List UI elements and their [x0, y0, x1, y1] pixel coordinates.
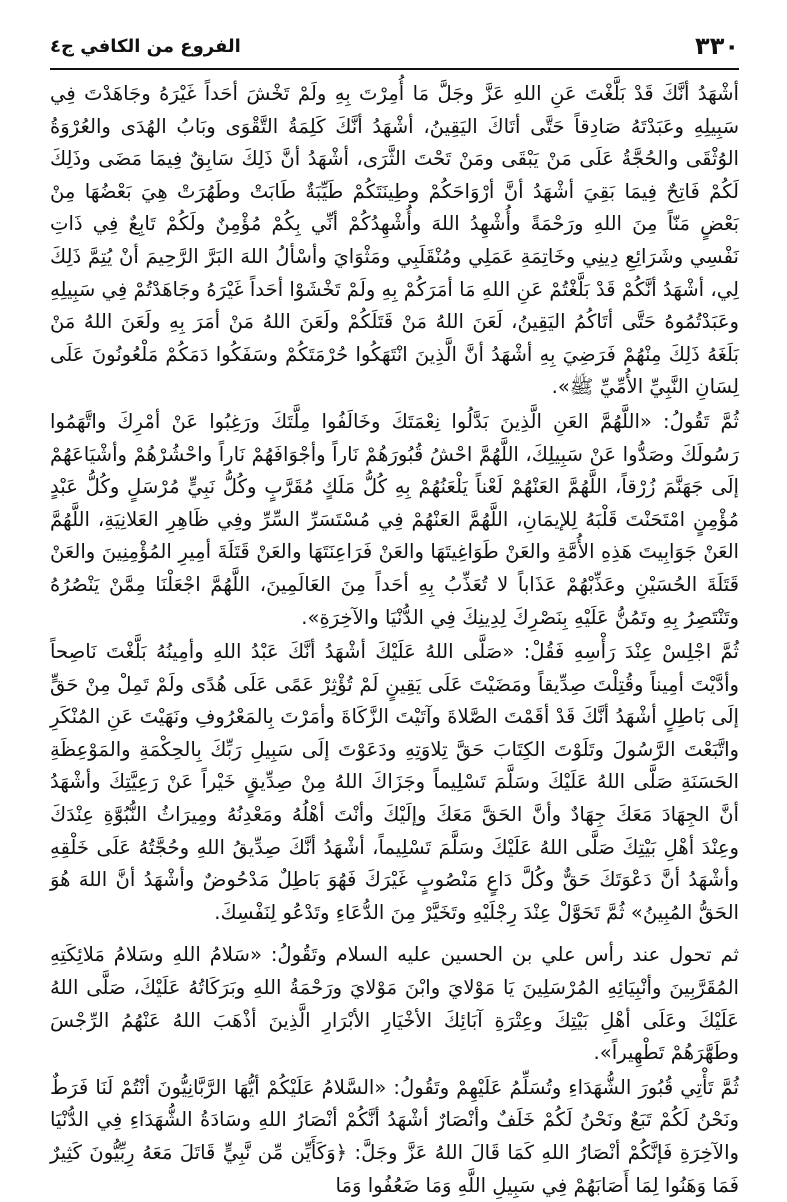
page-number: ٣٣٠ — [695, 32, 739, 60]
paragraph-2: ثُمَّ تَقُولُ: «اللَّهُمَّ العَنِ الَّذِينَ بَدَّلُوا نِعْمَتَكَ وخَالَفُوا مِلَّتَكَ ورَغِبُوا عَنْ أمْرِكَ واتَّهَمُوا رَسُولَكَ وصَدُّوا عَنْ سَبِيلِكَ، اللَّهُمَّ احْشُ قُبُورَهُمْ نَاراً وأجْوَافَهُمْ نَاراً واحْشُرْهُمْ وأشْيَاعَهُمْ إلَى جَهَنَّمَ زُرْقاً، اللَّهُمَّ العَنْهُمْ لَعْناً يَلْعَنُهُمْ بِهِ كُلُّ مَلَكٍ مُقَرَّبٍ وكُلُّ نَبِيٍّ مُرْسَلٍ وكُلُّ عَبْدٍ مُؤْمِنٍ امْتَحَنْتَ قَلْبَهُ لِلإيمَانِ، اللَّهُمَّ العَنْهُمْ فِي مُسْتَسَرِّ السِّرِّ وفِي ظَاهِرِ العَلانِيَةِ، اللَّهُمَّ العَنْ جَوَابِيتَ هَذِهِ الأُمَّةِ والعَنْ طَوَاغِيتَهَا والعَنْ فَرَاعِنَتَهَا والعَنْ قَتَلَةَ أمِيرِ المُؤْمِنِينَ والعَنْ قَتَلَةَ الحُسَيْنِ وعَذِّبْهُمْ عَذَاباً لا تُعَذِّبُ بِهِ أحَداً مِنَ العَالَمِينَ، اللَّهُمَّ اجْعَلْنَا مِمَّنْ يَنْصُرُهُ وتَنْتَصِرُ بِهِ وتَمُنُّ عَلَيْهِ بِنَصْرِكَ لِدِينِكَ فِي الدُّنْيَا والآخِرَةِ». — [50, 409, 739, 629]
body-text — [50, 78, 739, 1197]
book-title: الفروع من الكافي ج٤ — [50, 36, 241, 57]
paragraph-4: ثم تحول عند رأس علي بن الحسين عليه السلام وتَقُولُ: «سَلامُ اللهِ وسَلامُ مَلائِكَتِهِ المُقَرَّبِينَ وأنْبِيَائِهِ المُرْسَلِينَ يَا مَوْلايَ وابْنَ مَوْلايَ ورَحْمَةُ اللهِ وبَرَكَاتُهُ عَلَيْكَ، صَلَّى اللهُ عَلَيْكَ وعَلَى أهْلِ بَيْتِكَ وعِتْرَةِ آبَائِكَ الأخْيَارِ الأبْرَارِ الَّذِينَ أذْهَبَ اللهُ عَنْهُمُ الرِّجْسَ وطَهَّرَهُمْ تَطْهِيراً». — [50, 943, 739, 1065]
paragraph-1: أشْهَدُ أنَّكَ قَدْ بَلَّغْتَ عَنِ اللهِ عَزَّ وجَلَّ مَا أُمِرْتَ بِهِ ولَمْ تَخْشَ أحَداً غَيْرَهُ وجَاهَدْتَ فِي سَبِيلِهِ وعَبَدْتَهُ صَادِقاً حَتَّى أتَاكَ اليَقِينُ، أشْهَدُ أنَّكَ كَلِمَةُ التَّقْوَى وبَابُ الهُدَى والعُرْوَةُ الوُثْقَى والحُجَّةُ عَلَى مَنْ يَبْقَى ومَنْ تَحْتَ الثَّرَى، أشْهَدُ أنَّ ذَلِكَ سَابِقٌ فِيمَا مَضَى وذَلِكَ لَكُمْ فَاتِحٌ فِيمَا بَقِيَ أشْهَدُ أنَّ أرْوَاحَكُمْ وطِينَتَكُمْ طَيِّبَةٌ طَابَتْ وطَهُرَتْ هِيَ بَعْضُهَا مِنْ بَعْضٍ مَنّاً مِنَ اللهِ ورَحْمَةً وأُشْهِدُ اللهَ وأُشْهِدُكُمْ أنِّي بِكُمْ مُؤْمِنٌ ولَكُمْ تَابِعٌ فِي ذَاتِ نَفْسِي وشَرَائِعِ دِينِي وخَاتِمَةِ عَمَلِي ومُنْقَلَبِي ومَثْوَايَ وأسْألُ اللهَ البَرَّ الرَّحِيمَ أنْ يُتِمَّ ذَلِكَ لِي، أشْهَدُ أنَّكُمْ قَدْ بَلَّغْتُمْ عَنِ اللهِ مَا أمَرَكُمْ بِهِ ولَمْ تَخْشَوْا أحَداً غَيْرَهُ وجَاهَدْتُمْ فِي سَبِيلِهِ وعَبَدْتُمُوهُ حَتَّى أتَاكُمُ اليَقِينُ، لَعَنَ اللهُ مَنْ قَتَلَكُمْ ولَعَنَ اللهُ مَنْ أمَرَ بِهِ ولَعَنَ اللهُ مَنْ بَلَغَهُ ذَلِكَ مِنْهُمْ فَرَضِيَ بِهِ أشْهَدُ أنَّ الَّذِينَ انْتَهَكُوا حُرْمَتَكُمْ وسَفَكُوا دَمَكُمْ مَلْعُونُونَ عَلَى لِسَانِ النَّبِيِّ الأُمِّيِّ ﷺ». — [50, 82, 739, 399]
page-header — [50, 30, 739, 64]
paragraph-3: ثُمَّ اجْلِسْ عِنْدَ رَأْسِهِ فَقُلْ: «صَلَّى اللهُ عَلَيْكَ أشْهَدُ أنَّكَ عَبْدُ اللهِ وأمِينُهُ بَلَّغْتَ نَاصِحاً وأدَّيْتَ أمِيناً وقُتِلْتَ صِدِّيقاً ومَضَيْتَ عَلَى يَقِينٍ لَمْ تُؤْثِرْ عَمًى عَلَى هُدًى ولَمْ تَمِلْ مِنْ حَقٍّ إلَى بَاطِلٍ أشْهَدُ أنَّكَ قَدْ أقَمْتَ الصَّلاةَ وآتَيْتَ الزَّكَاةَ وأمَرْتَ بِالمَعْرُوفِ ونَهَيْتَ عَنِ المُنْكَرِ واتَّبَعْتَ الرَّسُولَ وتَلَوْتَ الكِتَابَ حَقَّ تِلاوَتِهِ ودَعَوْتَ إلَى سَبِيلِ رَبِّكَ بِالحِكْمَةِ والمَوْعِظَةِ الحَسَنَةِ صَلَّى اللهُ عَلَيْكَ وسَلَّمَ تَسْلِيماً وجَزَاكَ اللهُ مِنْ صِدِّيقٍ خَيْراً عَنْ رَعِيَّتِكَ وأشْهَدُ أنَّ الجِهَادَ مَعَكَ جِهَادٌ وأنَّ الحَقَّ مَعَكَ وإلَيْكَ وأنْتَ أهْلُهُ ومَعْدِنُهُ ومِيرَاثُ النُّبُوَّةِ عِنْدَكَ وعِنْدَ أهْلِ بَيْتِكَ صَلَّى اللهُ عَلَيْكَ وسَلَّمَ تَسْلِيماً، أشْهَدُ أنَّكَ صِدِّيقُ اللهِ وحُجَّتُهُ عَلَى خَلْقِهِ وأشْهَدُ أنَّ دَعْوَتَكَ حَقٌّ وكُلَّ دَاعٍ مَنْصُوبٍ غَيْرَكَ فَهُوَ بَاطِلٌ مَدْحُوضٌ وأشْهَدُ أنَّ اللهَ هُوَ الحَقُّ المُبِينُ» ثُمَّ تَحَوَّلْ عِنْدَ رِجْلَيْهِ وتَخَيَّرْ مِنَ الدُّعَاءِ وتَدْعُو لِنَفْسِكَ. — [50, 640, 739, 924]
paragraph-5: ثُمَّ تَأْتِي قُبُورَ الشُّهَدَاءِ وتُسَلِّمُ عَلَيْهِمْ وتَقُولُ: «السَّلامُ عَلَيْكُمْ أيُّهَا الرَّبَّانِيُّونَ أنْتُمْ لَنَا فَرَطٌ ونَحْنُ لَكُمْ تَبَعٌ ونَحْنُ لَكُمْ خَلَفٌ وأنْصَارٌ أشْهَدُ أنَّكُمْ أنْصَارُ اللهِ وسَادَةُ الشُّهَدَاءِ فِي الدُّنْيَا والآخِرَةِ فَإنَّكُمْ أنْصَارُ اللهِ كَمَا قَالَ اللهُ عَزَّ وجَلَّ: ﴿وَكَأَيِّن مِّن نَّبِيٍّ قَاتَلَ مَعَهُ رِبِّيُّونَ كَثِيرٌ فَمَا وَهَنُوا لِمَا أَصَابَهُمْ فِي سَبِيلِ اللَّهِ وَمَا ضَعُفُوا وَمَا — [50, 1075, 739, 1197]
header-divider — [50, 68, 739, 70]
